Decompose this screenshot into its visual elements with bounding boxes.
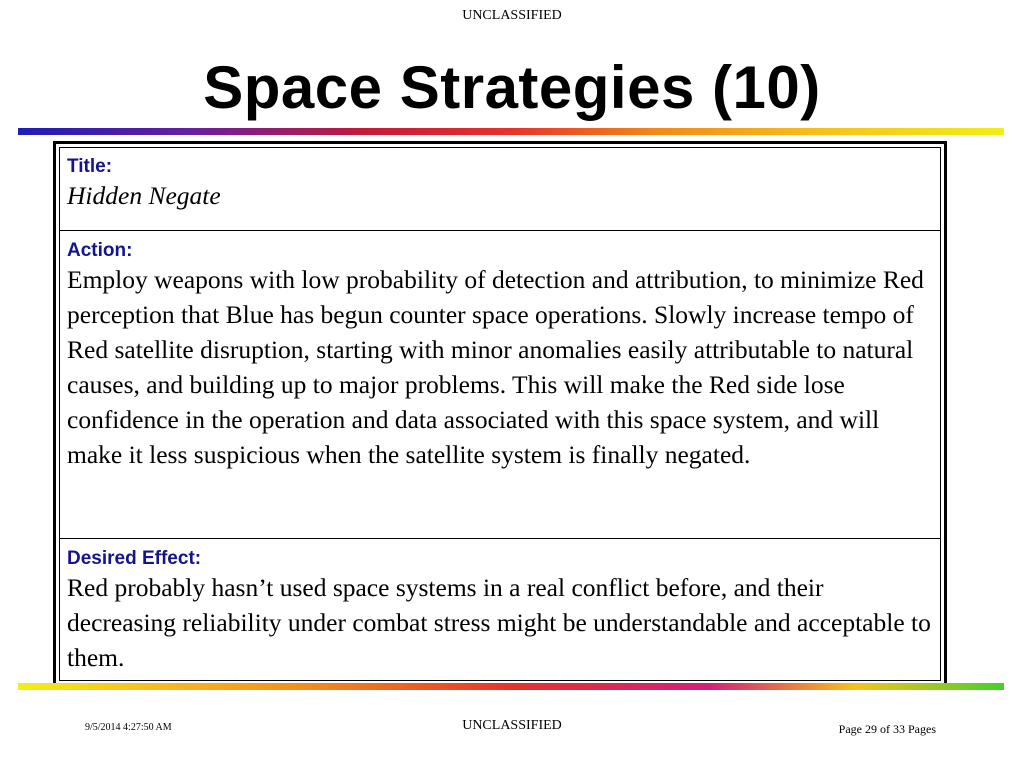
title-value: Hidden Negate	[67, 181, 221, 210]
footer-date: 9/5/2014 4:27:50 AM	[85, 722, 172, 733]
header-classification: UNCLASSIFIED	[462, 8, 562, 23]
title-section	[60, 148, 940, 231]
action-text: Employ weapons with low probability of detection and attribution, to minimize Red perception that Blue has begun counter space operations. Slowly increase tempo of Red satellite disruption, starting with minor anomalies easily attributable to natural causes, and building up to major problems. This will make the Red side lose confidence in the operation and data associated with this space system, and will make it less suspicious when the satellite system is finally negated.	[67, 265, 924, 469]
desired-effect-label: Desired Effect:	[67, 548, 202, 569]
desired-effect-text: Red probably hasn’t used space systems in a real conflict before, and their decreasing reliability under combat stress might be understandable and acceptable to them.	[67, 573, 931, 672]
title-label: Title:	[67, 156, 113, 177]
page-title: Space Strategies (10)	[203, 54, 821, 121]
action-section	[60, 232, 940, 539]
desired-effect-section	[60, 540, 940, 680]
bottom-gradient-rule	[18, 683, 1004, 690]
top-gradient-rule	[18, 128, 1004, 135]
strategy-table-inner	[59, 147, 941, 681]
footer-page-number: Page 29 of 33 Pages	[838, 722, 936, 736]
footer-classification: UNCLASSIFIED	[462, 718, 562, 733]
strategy-table	[53, 141, 947, 687]
action-label: Action:	[67, 240, 133, 261]
